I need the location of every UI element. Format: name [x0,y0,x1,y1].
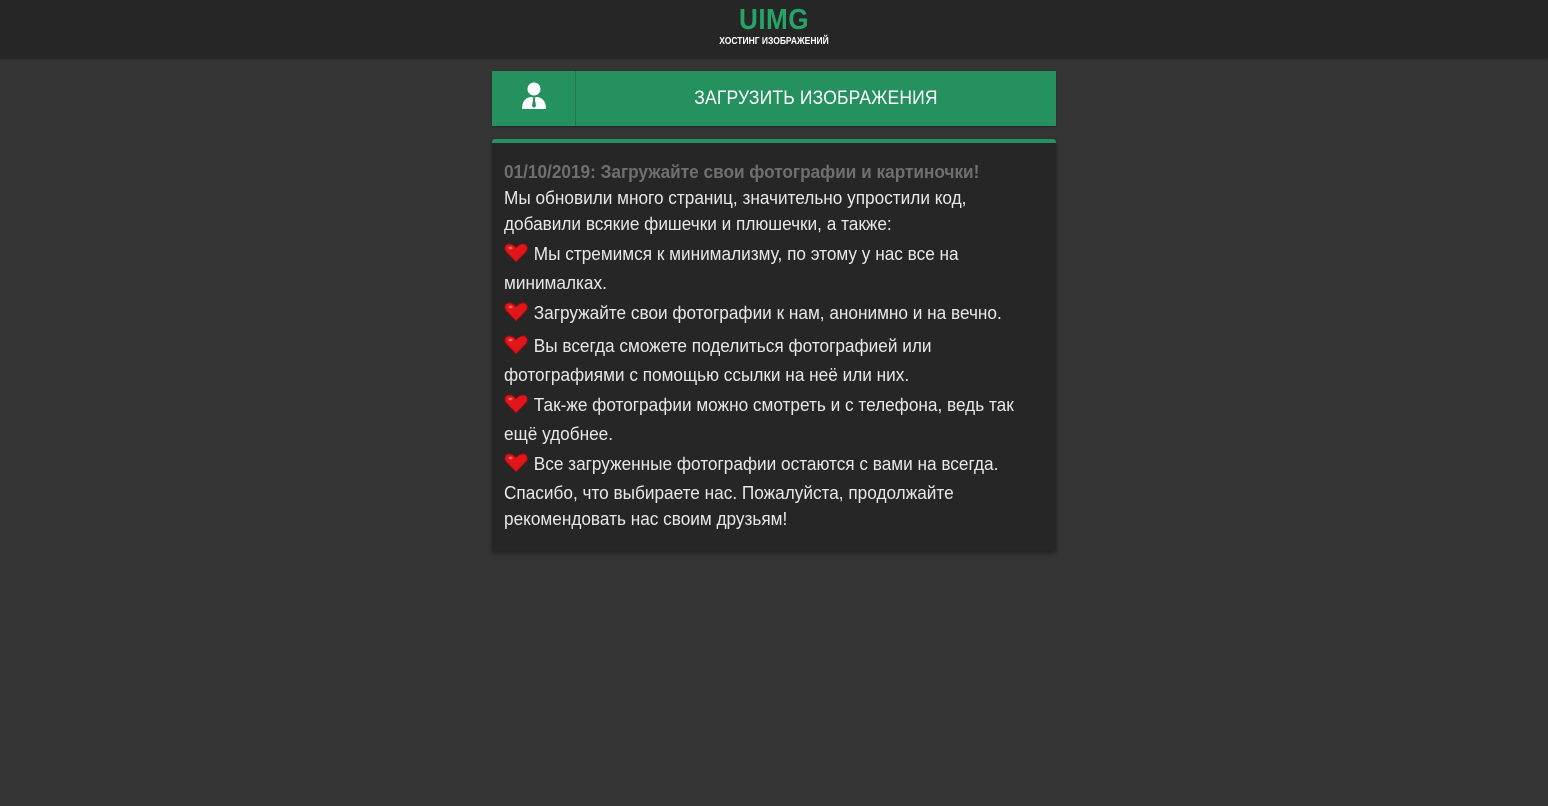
upload-images-button[interactable] [492,71,1056,126]
site-logo[interactable] [0,4,1548,48]
news-intro: Мы обновили много страниц, значительно упростили код, добавили всякие фишечки и плюшечки, а также: [504,187,967,234]
news-item-text: Загружайте свои фотографии к нам, анонимно и на вечно. [533,302,1002,323]
logo-subtitle: ХОСТИНГ ИЗОБРАЖЕНИЙ [719,36,829,47]
heart-icon [504,335,528,362]
heart-icon [504,453,528,480]
user-account-button[interactable] [492,71,576,126]
news-item-text: Так-же фотографии можно смотреть и с телефона, ведь так ещё удобнее. [504,394,1014,444]
news-item-text: Мы стремимся к минимализму, по этому у нас все на минималках. [504,243,959,293]
logo-title: UIMG [739,4,809,36]
news-card [492,139,1056,551]
news-body [504,159,1046,532]
news-item-text: Вы всегда сможете поделиться фотографией или фотографиями с помощью ссылки на неё или них. [504,335,932,385]
news-list-item [504,333,1046,388]
news-list-item [504,451,1046,532]
news-list-item [504,241,1046,296]
news-title: 01/10/2019: Загружайте свои фотографии и картиночки! [504,161,980,182]
news-list-item [504,300,1046,329]
heart-icon [504,302,528,329]
news-list-item [504,392,1046,447]
heart-icon [504,243,528,270]
heart-icon [504,394,528,421]
news-item-text: Все загруженные фотографии остаются с вами на всегда. Спасибо, что выбираете нас. Пожалуйста, продолжайте рекомендовать нас своим друзьям! [504,453,999,529]
user-tie-icon [521,82,547,115]
upload-button-label: ЗАГРУЗИТЬ ИЗОБРАЖЕНИЯ [694,87,938,109]
top-header [0,0,1548,58]
